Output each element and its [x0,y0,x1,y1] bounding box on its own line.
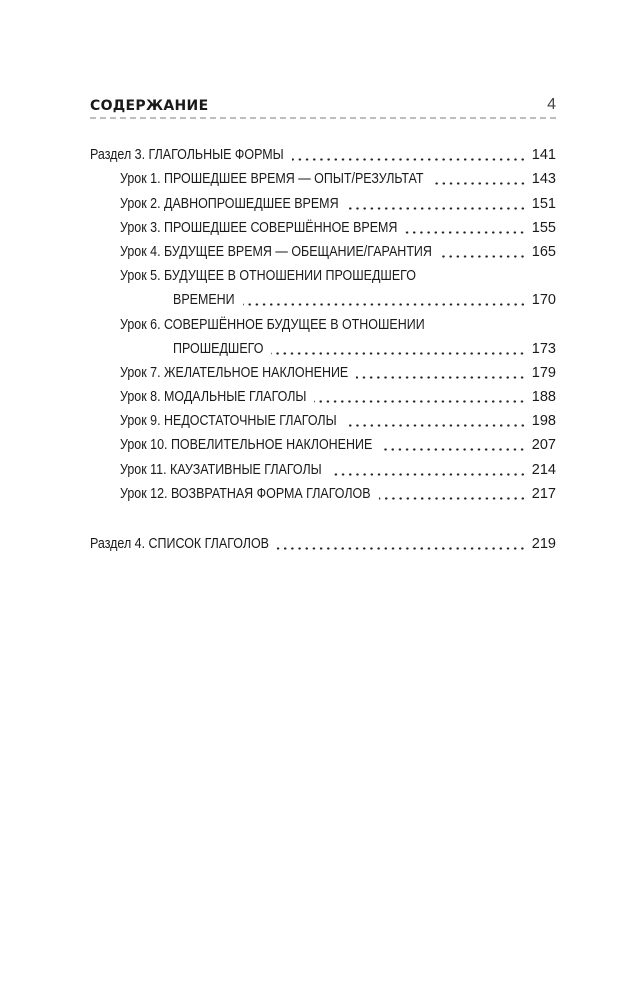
toc-entry-page: 179 [531,364,556,381]
dot-leader [432,182,526,185]
toc-entry-title: Урок 11. КАУЗАТИВНЫЕ ГЛАГОЛЫ [120,461,322,478]
dot-leader [314,400,526,403]
toc-entry[interactable] [90,406,556,430]
dot-leader [345,424,526,427]
toc-entry-title: ПРОШЕДШЕГО [173,340,264,357]
toc-entry[interactable] [90,140,556,164]
toc-entry[interactable] [90,479,556,503]
table-of-contents [90,140,556,553]
dot-leader [277,547,526,550]
toc-entry[interactable] [90,261,556,285]
dot-leader [405,231,526,234]
dot-leader [380,448,526,451]
dot-leader [292,158,526,161]
toc-entry-title: Урок 1. ПРОШЕДШЕЕ ВРЕМЯ — ОПЫТ/РЕЗУЛЬТАТ [120,171,424,188]
toc-entry-title: ВРЕМЕНИ [173,292,235,309]
toc-entry-page: 207 [531,437,556,454]
toc-entry-page: 165 [531,243,556,260]
page-title: СОДЕРЖАНИЕ [90,98,209,114]
toc-entry[interactable] [90,285,556,309]
toc-entry-page: 173 [531,340,556,357]
toc-entry[interactable] [90,382,556,406]
toc-entry[interactable] [90,188,556,212]
dot-leader [356,376,526,379]
dot-leader [330,473,526,476]
toc-entry-title: Урок 5. БУДУЩЕЕ В ОТНОШЕНИИ ПРОШЕДШЕГО [120,268,416,285]
toc-entry[interactable] [90,164,556,188]
toc-entry-title: Урок 4. БУДУЩЕЕ ВРЕМЯ — ОБЕЩАНИЕ/ГАРАНТИЯ [120,243,432,260]
toc-entry-title: Раздел 4. СПИСОК ГЛАГОЛОВ [90,536,270,552]
toc-entry[interactable] [90,529,556,553]
toc-entry-page: 188 [531,389,556,406]
dot-leader [347,207,526,210]
toc-entry-title: Урок 7. ЖЕЛАТЕЛЬНОЕ НАКЛОНЕНИЕ [120,364,349,381]
toc-entry-title: Раздел 3. ГЛАГОЛЬНЫЕ ФОРМЫ [90,147,284,164]
toc-entry-page: 151 [531,195,556,212]
toc-entry-page: 217 [531,485,556,502]
toc-entry[interactable] [90,237,556,261]
toc-entry-title: Урок 6. СОВЕРШЁННОЕ БУДУЩЕЕ В ОТНОШЕНИИ [120,316,425,333]
toc-entry-page: 170 [531,292,556,309]
toc-entry[interactable] [90,213,556,237]
toc-entry-page: 214 [531,461,556,478]
dot-leader [440,255,526,258]
toc-entry-title: Урок 3. ПРОШЕДШЕЕ СОВЕРШЁННОЕ ВРЕМЯ [120,219,398,236]
toc-entry-title: Урок 10. ПОВЕЛИТЕЛЬНОЕ НАКЛОНЕНИЕ [120,437,373,454]
toc-entry-title: Урок 2. ДАВНОПРОШЕДШЕЕ ВРЕМЯ [120,195,339,212]
toc-entry[interactable] [90,309,556,333]
toc-entry-page: 143 [531,171,556,188]
toc-entry-page: 219 [531,536,556,552]
running-header [90,92,556,114]
dot-leader [243,303,526,306]
toc-entry-title: Урок 12. ВОЗВРАТНАЯ ФОРМА ГЛАГОЛОВ [120,485,371,502]
dot-leader [271,352,526,355]
header-divider [90,117,556,119]
toc-entry-page: 155 [531,219,556,236]
toc-entry-page: 141 [531,147,556,164]
toc-entry[interactable] [90,454,556,478]
page-number: 4 [547,96,556,113]
toc-entry-title: Урок 8. МОДАЛЬНЫЕ ГЛАГОЛЫ [120,389,307,406]
toc-entry-page: 198 [531,413,556,430]
toc-entry[interactable] [90,334,556,358]
toc-entry[interactable] [90,358,556,382]
toc-entry-title: Урок 9. НЕДОСТАТОЧНЫЕ ГЛАГОЛЫ [120,413,337,430]
dot-leader [379,497,526,500]
toc-entry[interactable] [90,430,556,454]
